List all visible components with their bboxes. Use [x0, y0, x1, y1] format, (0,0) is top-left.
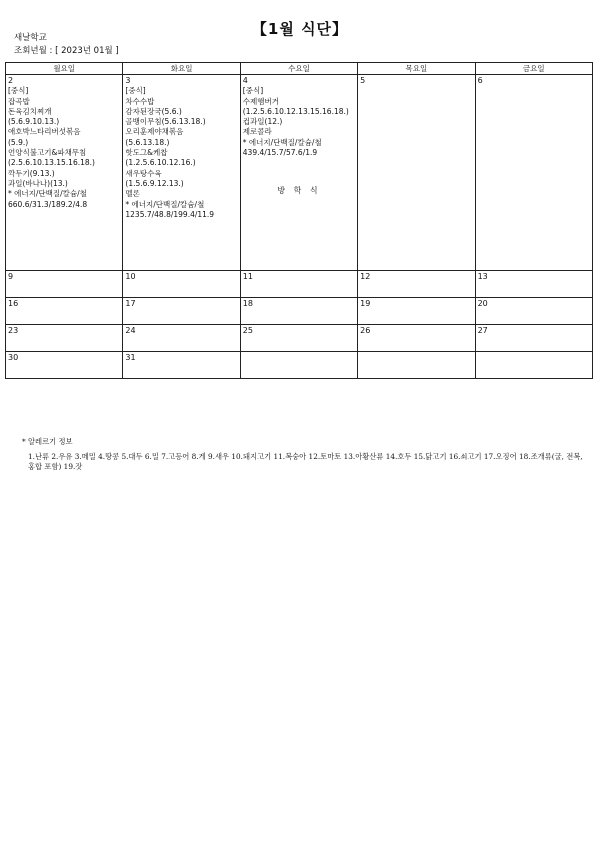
allergy-list: 1.난류 2.우유 3.메밀 4.땅콩 5.대두 6.밀 7.고등어 8.게 9.새우 10.돼지고기 11.복숭아 12.토마토 13.아황산류 14.호두 15.닭고기 16.쇠고기 17.오징어 18.조개류(굴, 전복, 홍합 포함) 19.잣: [28, 451, 583, 471]
day-cell: [123, 298, 240, 325]
menu-line: 핫도그&케찹: [125, 148, 168, 158]
menu-line: 애호박느타리버섯볶음: [8, 127, 81, 137]
day-cell: [475, 298, 592, 325]
day-cell: [358, 325, 475, 352]
day-cell: [475, 271, 592, 298]
day-cell: [358, 271, 475, 298]
day-number: 10: [125, 272, 136, 281]
day-number: 19: [360, 299, 371, 308]
day-cell: [240, 271, 357, 298]
weekday-header-row: [6, 63, 593, 75]
menu-line: 새우탕수육: [125, 168, 162, 178]
menu-line: (2.5.6.10.13.15.16.18.): [8, 158, 95, 168]
day-number: 16: [8, 299, 19, 308]
week-row: [6, 75, 593, 271]
day-number: 3: [125, 76, 131, 85]
day-cell: [475, 352, 592, 379]
menu-line: 차수수밥: [125, 96, 155, 106]
menu-line: * 에너지/단백질/칼슘/철: [242, 137, 322, 147]
menu-line: 과일(바나나)(13.): [8, 178, 68, 188]
day-cell: [123, 271, 240, 298]
menu-line: 제로콜라: [242, 127, 272, 137]
menu-line: [중식]: [242, 86, 264, 96]
menu-line: (1.2.5.6.10.12.13.15.16.18.): [242, 106, 349, 116]
menu-list: [243, 86, 355, 158]
week-row: [6, 271, 593, 298]
menu-line: 골뱅이무침(5.6.13.18.): [125, 117, 206, 127]
day-cell: [240, 75, 357, 271]
menu-line: (5.6.13.18.): [125, 137, 170, 147]
day-cell: [6, 352, 123, 379]
vacation-ceremony-note: 방 학 식: [277, 186, 321, 196]
menu-line: 1235.7/48.8/199.4/11.9: [125, 209, 215, 219]
menu-line: 깍두기(9.13.): [8, 168, 55, 178]
day-number: 20: [477, 299, 488, 308]
day-cell: [6, 298, 123, 325]
day-number: 27: [477, 326, 488, 335]
menu-line: (1.2.5.6.10.12.16.): [125, 158, 196, 168]
day-number: 5: [360, 76, 366, 85]
day-number: 30: [8, 353, 19, 362]
weekday-wed: 수요일: [240, 63, 357, 75]
day-number: 9: [8, 272, 14, 281]
allergy-info: [22, 437, 587, 473]
menu-line: 수제햄버거: [242, 96, 280, 106]
menu-line: 잡곡밥: [8, 96, 30, 106]
menu-line: [중식]: [125, 86, 146, 96]
day-cell: [123, 75, 240, 271]
day-number: 25: [242, 326, 253, 335]
menu-line: (5.6.9.10.13.): [8, 117, 60, 127]
day-cell: [240, 325, 357, 352]
school-name: 새날학교: [14, 33, 47, 43]
week-row: [6, 298, 593, 325]
day-number: 17: [125, 299, 136, 308]
day-number: 11: [242, 272, 253, 281]
weekday-tue: 화요일: [123, 63, 240, 75]
day-cell: [358, 352, 475, 379]
menu-line: 660.6/31.3/189.2/4.8: [8, 199, 88, 209]
weekday-mon: 월요일: [6, 63, 123, 75]
day-cell: [6, 75, 123, 271]
menu-line: 439.4/15.7/57.6/1.9: [242, 148, 318, 158]
menu-line: [중식]: [8, 86, 29, 96]
day-number: 24: [125, 326, 136, 335]
day-number: 6: [477, 76, 483, 85]
day-cell: [240, 298, 357, 325]
menu-line: 언양식불고기&파채무침: [8, 148, 87, 158]
menu-line: (1.5.6.9.12.13.): [125, 178, 184, 188]
day-number: 13: [477, 272, 488, 281]
menu-list: [8, 86, 120, 210]
day-cell: [358, 298, 475, 325]
week-row: [6, 325, 593, 352]
menu-line: 감자된장국(5.6.): [125, 106, 182, 116]
menu-line: * 에너지/단백질/칼슘/철: [8, 189, 87, 199]
day-cell: [358, 75, 475, 271]
menu-line: 돈육김치찌개: [8, 106, 52, 116]
day-cell: [6, 325, 123, 352]
menu-list: [125, 86, 237, 220]
meal-calendar: [5, 62, 593, 379]
day-number: 12: [360, 272, 371, 281]
day-cell: [475, 75, 592, 271]
allergy-title: * 알레르기 정보: [22, 437, 73, 446]
day-number: 31: [125, 353, 136, 362]
menu-line: 오리훈제야채볶음: [125, 127, 184, 137]
day-number: 2: [8, 76, 14, 85]
week-row: [6, 352, 593, 379]
day-number: 18: [242, 299, 253, 308]
day-number: 4: [242, 76, 248, 85]
day-cell: [475, 325, 592, 352]
day-cell: [123, 325, 240, 352]
day-cell: [240, 352, 357, 379]
day-number: 26: [360, 326, 371, 335]
weekday-fri: 금요일: [475, 63, 592, 75]
menu-line: (5.9.): [8, 137, 29, 147]
day-cell: [6, 271, 123, 298]
weekday-thu: 목요일: [358, 63, 475, 75]
menu-line: 컵과일(12.): [242, 117, 283, 127]
page-title: 【1월 식단】: [251, 20, 349, 38]
day-number: 23: [8, 326, 19, 335]
menu-line: 멜론: [125, 189, 140, 199]
query-month: 조회년월 : [ 2023년 01월 ]: [14, 46, 119, 56]
day-cell: [123, 352, 240, 379]
menu-line: * 에너지/단백질/칼슘/철: [125, 199, 205, 209]
